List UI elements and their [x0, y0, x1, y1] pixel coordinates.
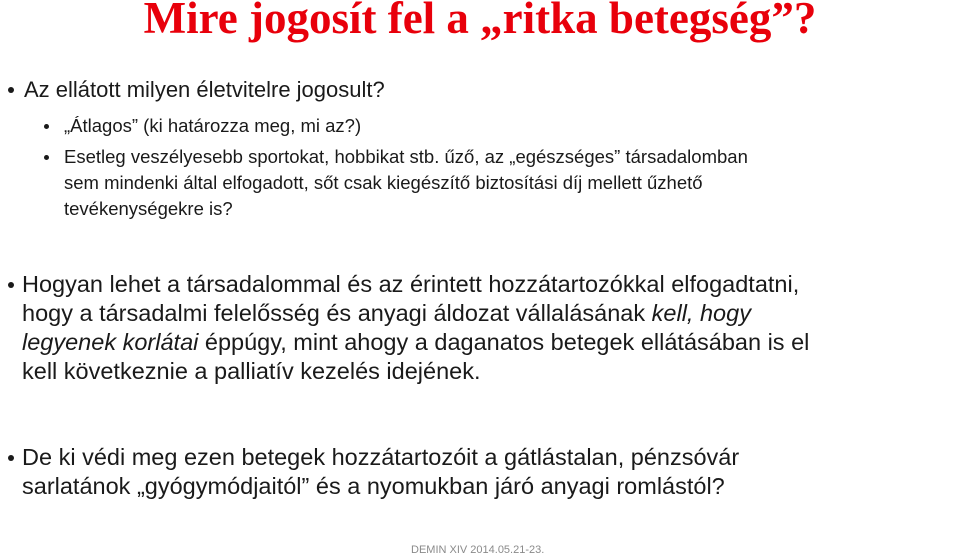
- sub-bullet-2-line: tevékenységekre is?: [64, 198, 233, 219]
- bullet-2-emphasis: kell, hogy: [651, 300, 751, 326]
- bullet-2-line: kell következnie a palliatív kezelés idejének.: [22, 358, 481, 384]
- bullet-marker: [8, 455, 14, 461]
- bullet-3-text: [22, 443, 739, 501]
- bullet-2-line-text: éppúgy, mint ahogy a daganatos betegek ellátásában is el: [198, 329, 810, 355]
- bullet-2-line: [22, 328, 809, 357]
- bullet-2-emphasis: legyenek korlátai: [22, 329, 199, 355]
- bullet-marker: [8, 282, 14, 288]
- bullet-2-line: Hogyan lehet a társadalommal és az érintett hozzátartozókkal elfogadtatni,: [22, 271, 800, 297]
- sub-bullet-1-text: „Átlagos” (ki határozza meg, mi az?): [64, 115, 362, 136]
- bullet-3-line: sarlatánok „gyógymódjaitól” és a nyomukban járó anyagi romlástól?: [22, 473, 725, 499]
- slide-title: Mire jogosít fel a „ritka betegség”?: [143, 0, 817, 43]
- bullet-2-text: [22, 270, 809, 386]
- slide-footer: DEMIN XIV 2014.05.21-23.: [411, 544, 545, 556]
- bullet-2-line-text: hogy a társadalmi felelősség és anyagi áldozat vállalásának: [22, 300, 652, 326]
- sub-bullet-2-text: [64, 144, 748, 222]
- sub-bullet-marker: [44, 124, 49, 129]
- bullet-3-line: De ki védi meg ezen betegek hozzátartozóit a gátlástalan, pénzsóvár: [22, 444, 740, 470]
- sub-bullet-2-line: sem mindenki által elfogadott, sőt csak kiegészítő biztosítási díj mellett űzhető: [64, 172, 703, 193]
- bullet-marker: [8, 87, 14, 93]
- bullet-2-line: [22, 299, 809, 328]
- sub-bullet-2-line: Esetleg veszélyesebb sportokat, hobbikat stb. űző, az „egészséges” társadalomban: [64, 146, 748, 167]
- bullet-1-text: Az ellátott milyen életvitelre jogosult?: [24, 77, 385, 102]
- sub-bullet-marker: [44, 155, 49, 160]
